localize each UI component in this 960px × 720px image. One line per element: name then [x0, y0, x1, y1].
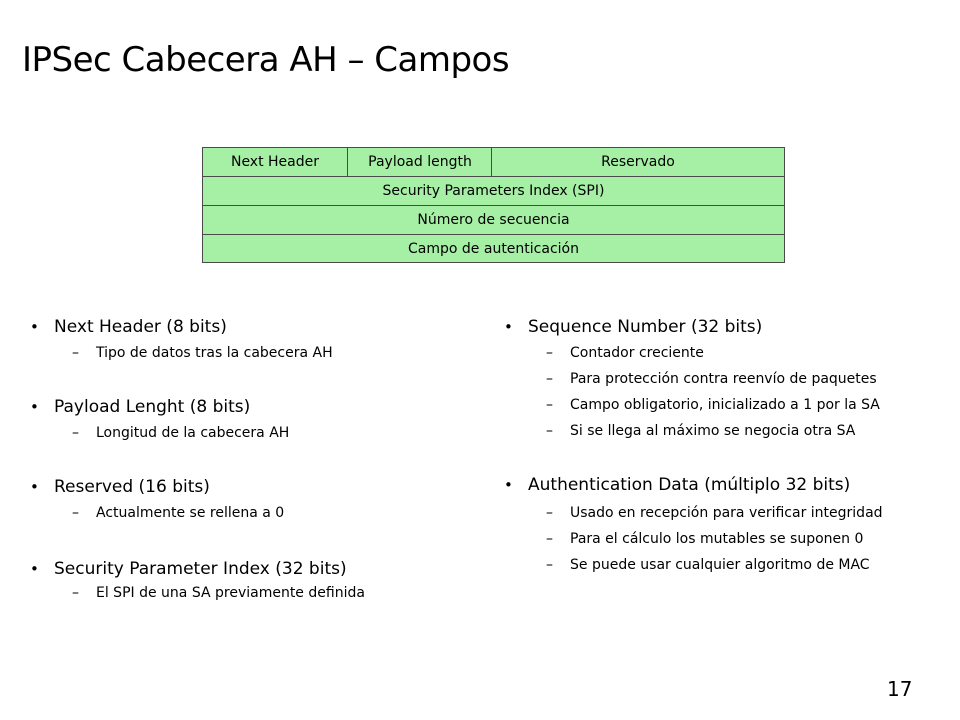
field-next-header: Next Header — [202, 147, 348, 177]
list-item — [504, 474, 954, 578]
sub-bullet: – Para protección contra reenvío de paquetes — [504, 366, 954, 392]
sub-bullet: – Tipo de datos tras la cabecera AH — [30, 340, 470, 366]
bullet-heading: • Next Header (8 bits) — [30, 316, 470, 338]
list-item — [30, 396, 470, 446]
list-item — [504, 316, 954, 444]
sub-bullet: – Usado en recepción para verificar integridad — [504, 500, 954, 526]
list-item — [30, 558, 470, 606]
bullet-heading: • Authentication Data (múltiplo 32 bits) — [504, 474, 954, 496]
sub-bullet: – Contador creciente — [504, 340, 954, 366]
field-reservado: Reservado — [491, 147, 785, 177]
sub-bullet: – Actualmente se rellena a 0 — [30, 500, 470, 526]
list-item — [30, 316, 470, 366]
right-column — [504, 316, 954, 578]
field-authentication: Campo de autenticación — [202, 234, 785, 263]
bullet-heading: • Sequence Number (32 bits) — [504, 316, 954, 338]
sub-bullet: – Se puede usar cualquier algoritmo de MAC — [504, 552, 954, 578]
sub-bullet: – Campo obligatorio, inicializado a 1 por la SA — [504, 392, 954, 418]
sub-bullet: – Para el cálculo los mutables se suponen 0 — [504, 526, 954, 552]
bullet-heading: • Reserved (16 bits) — [30, 476, 470, 498]
ah-header-diagram — [0, 0, 960, 300]
sub-bullet: – Si se llega al máximo se negocia otra SA — [504, 418, 954, 444]
bullet-heading: • Payload Lenght (8 bits) — [30, 396, 470, 418]
slide-title: IPSec Cabecera AH – Campos — [22, 40, 510, 80]
page-number: 17 — [887, 677, 913, 701]
bullet-heading: • Security Parameter Index (32 bits) — [30, 558, 470, 580]
left-column — [30, 316, 470, 606]
field-sequence-number: Número de secuencia — [202, 205, 785, 235]
sub-bullet: – El SPI de una SA previamente definida — [30, 580, 470, 606]
field-spi: Security Parameters Index (SPI) — [202, 176, 785, 206]
list-item — [30, 476, 470, 526]
field-payload-length: Payload length — [347, 147, 493, 177]
sub-bullet: – Longitud de la cabecera AH — [30, 420, 470, 446]
